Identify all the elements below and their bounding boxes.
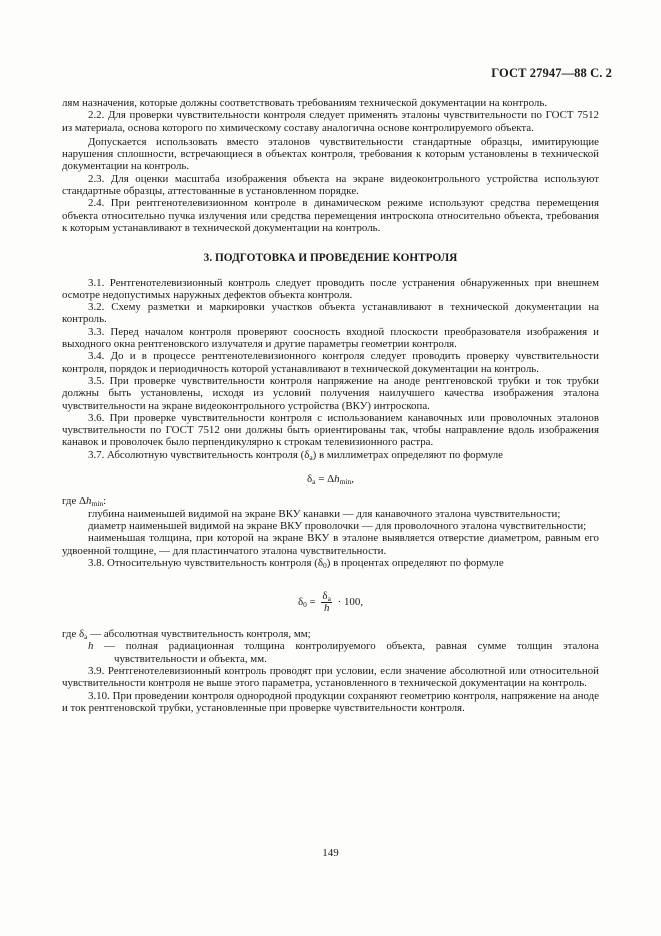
paragraph-3-8: 3.8. Относительную чувствительность контроля $(\delta_0)$ в процентах определяют по формуле [88,556,504,570]
page-number: 149 [322,847,339,859]
definition-wire: диаметр наименьшей видимой на экране ВКУ проволочки — для проволочного эталона чувствительности; [88,519,587,532]
paragraph-3-9: 3.9. Рентгенотелевизионный контроль проводят при условии, если значение абсолютной или относительной чувствительности контроля не выше этого параметра, установленного в технической документации на контроль. [62,664,599,690]
where-clause-2-h: h — полная радиационная толщина контролируемого объекта, равная сумме толщин эталона чувствительности и объекта, мм. [88,640,599,665]
section-heading: 3. ПОДГОТОВКА И ПРОВЕДЕНИЕ КОНТРОЛЯ [203,252,458,265]
paragraph: лям назначения, которые должны соответствовать требованиям технической документации на контроль. [62,97,548,109]
paragraph-3-3: 3.3. Перед началом контроля проверяют соосность входной плоскости преобразователя изображения и выходного окна рентгеновского излучателя и другие параметры геометрии контроля. [62,325,599,351]
paragraph-2-2: 2.2. Для проверки чувствительности контроля следует применять эталоны чувствительности по ГОСТ 7512 из материала, основа которого по химическому составу аналогична основе контролируемого объекта. [62,109,599,134]
document-body [62,97,599,714]
definition-groove: глубина наименьшей видимой на экране ВКУ канавки — для канавочного эталона чувствительности; [88,507,561,520]
formula-fraction: $\frac{\delta_a}{h}$ [322,590,331,615]
where-clause-2: где $\delta_a$ — абсолютная чувствительность контроля, мм; [62,628,311,642]
paragraph-3-1: 3.1. Рентгенотелевизионный контроль следует проводить после устранения обнаруженных при внешнем осмотре недопустимых наружных дефектов объекта контроля. [62,276,599,301]
paragraph-2-3: 2.3. Для оценки масштаба изображения объекта на экране видеоконтрольного устройства используют стандартные образцы, аттестованные в установленном порядке. [62,172,599,198]
formula-absolute-sensitivity: $\delta_a = \Delta h_{min}$, [307,473,354,487]
paragraph-2-2-note: Допускается использовать вместо эталонов чувствительности стандартные образцы, имитирующие нарушения сплошности, встречающиеся в объектах контроля, требования к которым установлены в технической документации на контроль. [62,135,599,173]
paragraph-3-4: 3.4. До и в процессе рентгенотелевизионного контроля следует проводить проверку чувствительности контроля, порядок и периодичность которой устанавливают в технической документации на контроль. [62,350,599,375]
paragraph-3-10: 3.10. При проведении контроля однородной продукции сохраняют геометрию контроля, напряжение на аноде и ток рентгеновской трубки, установленные при проверке чувствительности контроля. [62,689,599,714]
definition-plate: наименьшая толщина, при которой на экране ВКУ в эталоне выявляется отверстие диаметром, равным его удвоенной толщине, — для пластинчатого эталона чувствительности. [62,532,599,557]
paragraph-3-6: 3.6. При проверке чувствительности контроля с использованием канавочных или проволочных эталонов чувствительности по ГОСТ 7512 они должны быть ориентированы так, чтобы направление вдоль изображения канавок и проволочек было перпендикулярно к строкам телевизионного растра. [62,411,599,449]
paragraph-3-5: 3.5. При проверке чувствительности контроля напряжение на аноде рентгеновской трубки и ток трубки должны быть установлены, исходя из условий получения наилучшего качества изображения эталона чувствительности на экране видеоконтрольного устройства (ВКУ) интроскопа. [62,374,599,412]
running-head: ГОСТ 27947—88 С. 2 [491,66,612,80]
paragraph-3-7: 3.7. Абсолютную чувствительность контроля $(\delta_а)$ в миллиметрах определяют по формуле [88,448,503,462]
where-clause-1: где $\Delta h_{min}$: [62,495,107,509]
paragraph-3-2: 3.2. Схему разметки и маркировки участков объекта устанавливают в технической документации на контроль. [62,301,599,326]
formula-relative-sensitivity: $\delta_0$ = $\frac{\delta_a}{h} \cdot 100$, [297,590,364,615]
paragraph-2-4: 2.4. При рентгенотелевизионном контроле в динамическом режиме используют средства перемещения объекта относительно пучка излучения или средства перемещения интроскопа относительно объекта, требования к которым устанавливают в технической документации на контроль. [62,197,599,234]
